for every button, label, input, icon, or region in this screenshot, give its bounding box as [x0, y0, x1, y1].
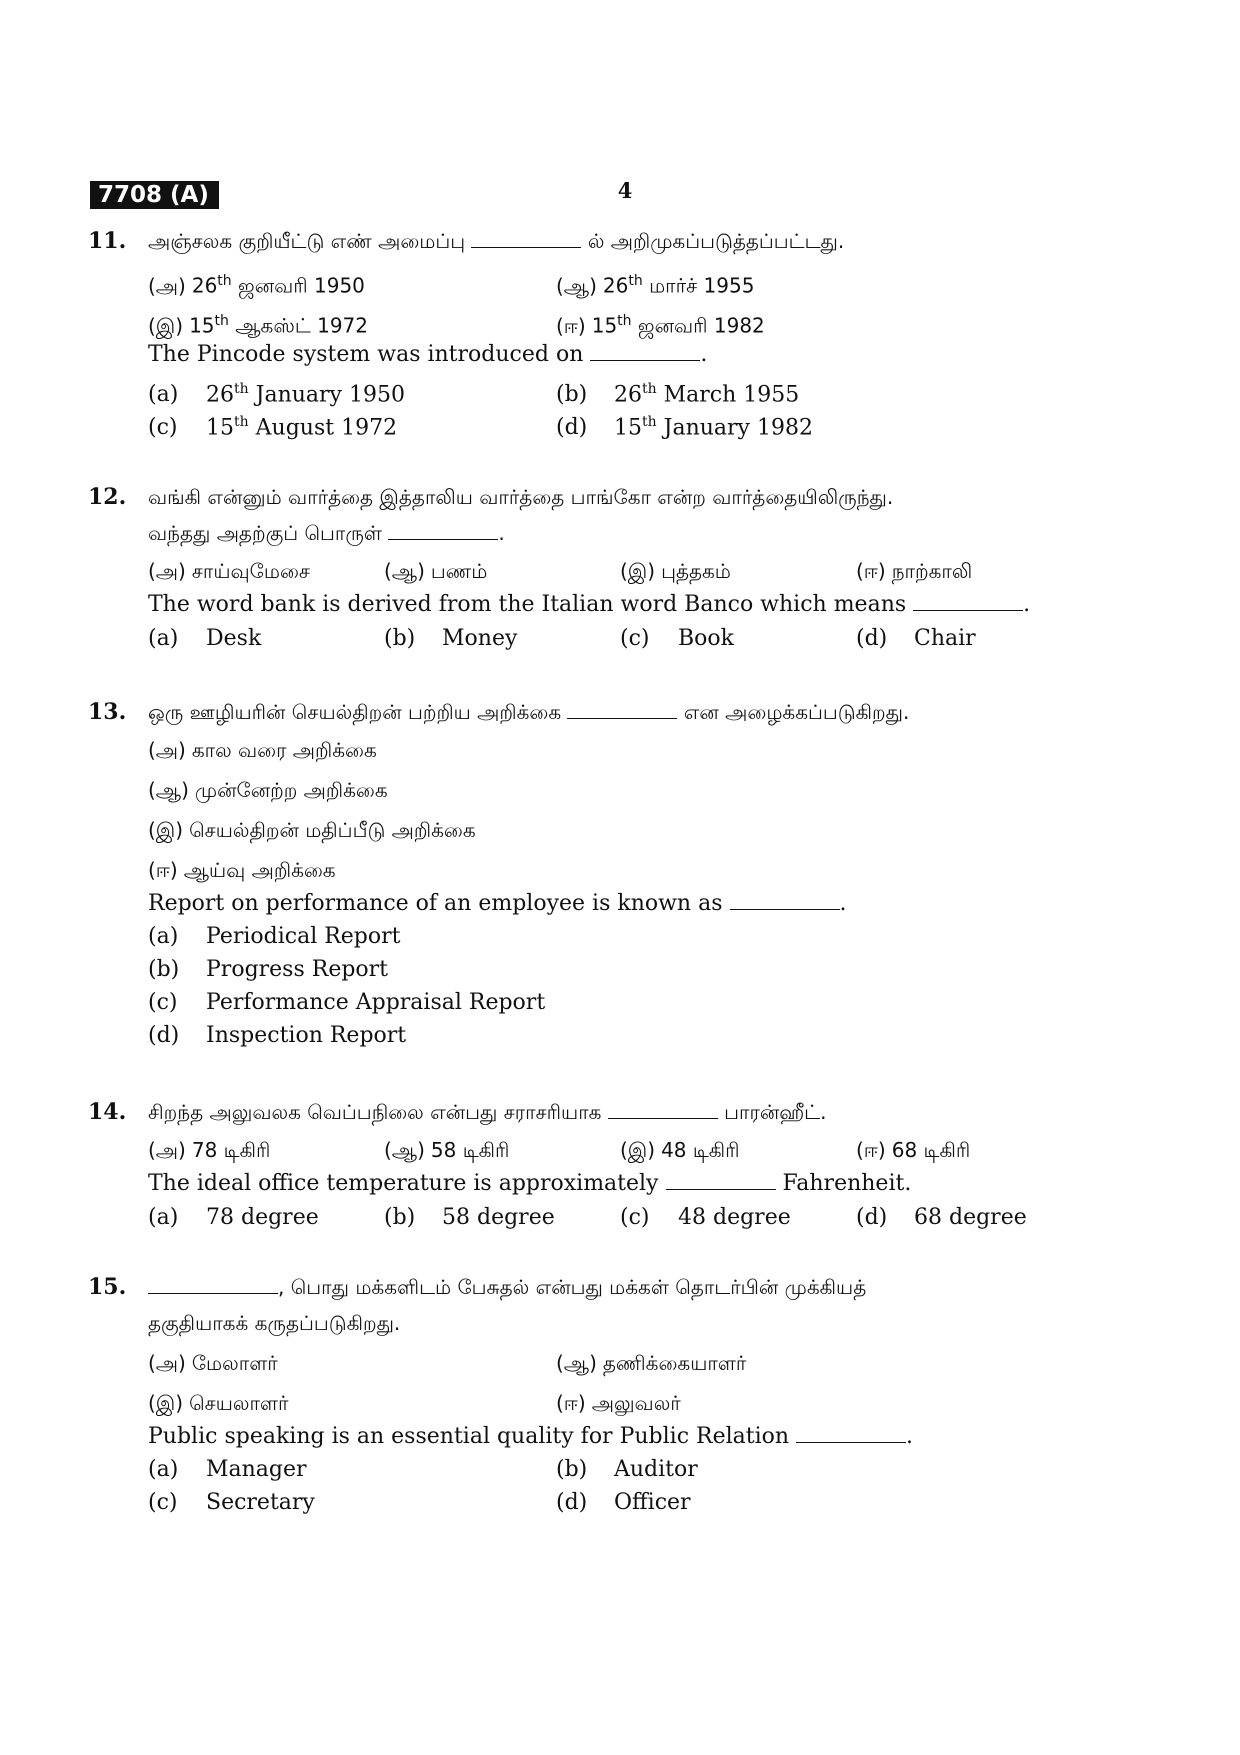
english-question-text: Report on performance of an employee is known as .: [148, 891, 847, 916]
tamil-option-d: (ஈ) 68 டிகிரி: [856, 1138, 971, 1162]
english-option-a: (a) 78 degree: [148, 1205, 319, 1230]
english-option-d: (d) Inspection Report: [148, 1023, 407, 1048]
tamil-question-text: ஒரு ஊழியரின் செயல்திறன் பற்றிய அறிக்கை என அழைக்கப்படுகிறது.: [148, 700, 910, 724]
tamil-option-a: (அ) மேலாளர்: [148, 1351, 278, 1375]
question-number: 12.: [88, 484, 127, 510]
english-option-b: (b) 26th March 1955: [556, 381, 800, 408]
tamil-question-text: , பொது மக்களிடம் பேசுதல் என்பது மக்கள் தொடர்பின் முக்கியத்: [148, 1270, 866, 1304]
answer-blank: [388, 519, 498, 540]
answer-blank: [471, 227, 581, 248]
english-question-text: The Pincode system was introduced on .: [148, 342, 708, 367]
english-option-c: (c) 15th August 1972: [148, 414, 398, 441]
english-option-d: (d) Officer: [556, 1490, 691, 1515]
english-option-c: (c) Book: [620, 626, 734, 651]
tamil-option-a: (அ) 78 டிகிரி: [148, 1138, 271, 1162]
english-question-text: Public speaking is an essential quality for Public Relation .: [148, 1424, 914, 1449]
tamil-option-a: (அ) கால வரை அறிக்கை: [148, 738, 377, 762]
question-number: 14.: [88, 1099, 127, 1125]
tamil-option-d: (ஈ) அலுவலர்: [556, 1391, 681, 1415]
english-option-c: (c) 48 degree: [620, 1205, 791, 1230]
paper-code-badge: 7708 (A): [90, 181, 219, 209]
answer-blank: [796, 1422, 906, 1443]
tamil-option-b: (ஆ) 26th மார்ச் 1955: [556, 273, 755, 298]
question-number: 11.: [88, 228, 127, 254]
english-option-a: (a) 26th January 1950: [148, 381, 405, 408]
english-question-text: The ideal office temperature is approximately Fahrenheit.: [148, 1171, 912, 1196]
tamil-option-c: (இ) புத்தகம்: [620, 559, 731, 583]
answer-blank: [590, 340, 700, 361]
english-option-b: (b) Money: [384, 626, 518, 651]
tamil-option-b: (ஆ) முன்னேற்ற அறிக்கை: [148, 778, 388, 802]
english-option-d: (d) 68 degree: [856, 1205, 1027, 1230]
question-number: 13.: [88, 699, 127, 725]
english-option-a: (a) Desk: [148, 626, 262, 651]
english-option-d: (d) 15th January 1982: [556, 414, 813, 441]
answer-blank: [730, 889, 840, 910]
tamil-option-c: (இ) 48 டிகிரி: [620, 1138, 740, 1162]
tamil-question-text-line2: வந்தது அதற்குப் பொருள் .: [148, 521, 505, 545]
english-option-a: (a) Periodical Report: [148, 924, 401, 949]
page-number: 4: [617, 178, 633, 203]
tamil-option-b: (ஆ) 58 டிகிரி: [384, 1138, 510, 1162]
english-option-c: (c) Secretary: [148, 1490, 315, 1515]
tamil-option-c: (இ) செயலாளர்: [148, 1391, 289, 1415]
tamil-option-d: (ஈ) நாற்காலி: [856, 559, 973, 583]
english-option-c: (c) Performance Appraisal Report: [148, 990, 546, 1015]
tamil-option-c: (இ) 15th ஆகஸ்ட் 1972: [148, 313, 368, 338]
answer-blank: [666, 1169, 776, 1190]
tamil-question-text: வங்கி என்னும் வார்த்தை இத்தாலிய வார்த்தை பாங்கோ என்ற வார்த்தையிலிருந்து.: [148, 485, 894, 509]
tamil-option-a: (அ) சாய்வுமேசை: [148, 559, 310, 583]
tamil-question-text-line2: தகுதியாகக் கருதப்படுகிறது.: [148, 1311, 401, 1335]
question-number: 15.: [88, 1274, 127, 1300]
answer-blank: [148, 1273, 278, 1294]
tamil-question-text: சிறந்த அலுவலக வெப்பநிலை என்பது சராசரியாக பாரன்ஹீட்.: [148, 1100, 827, 1124]
english-option-b: (b) Auditor: [556, 1457, 698, 1482]
tamil-option-c: (இ) செயல்திறன் மதிப்பீடு அறிக்கை: [148, 818, 476, 842]
tamil-option-b: (ஆ) பணம்: [384, 559, 488, 583]
english-option-d: (d) Chair: [856, 626, 976, 651]
tamil-option-d: (ஈ) ஆய்வு அறிக்கை: [148, 858, 336, 882]
tamil-question-text: அஞ்சலக குறியீட்டு எண் அமைப்பு ல் அறிமுகப்படுத்தப்பட்டது.: [148, 229, 845, 253]
answer-blank: [567, 698, 677, 719]
tamil-option-b: (ஆ) தணிக்கையாளர்: [556, 1351, 747, 1375]
tamil-option-d: (ஈ) 15th ஜனவரி 1982: [556, 313, 765, 338]
english-option-b: (b) 58 degree: [384, 1205, 555, 1230]
english-option-a: (a) Manager: [148, 1457, 307, 1482]
answer-blank: [913, 590, 1023, 611]
english-question-text: The word bank is derived from the Italian word Banco which means .: [148, 592, 1031, 617]
answer-blank: [608, 1098, 718, 1119]
tamil-option-a: (அ) 26th ஜனவரி 1950: [148, 273, 365, 298]
english-option-b: (b) Progress Report: [148, 957, 389, 982]
